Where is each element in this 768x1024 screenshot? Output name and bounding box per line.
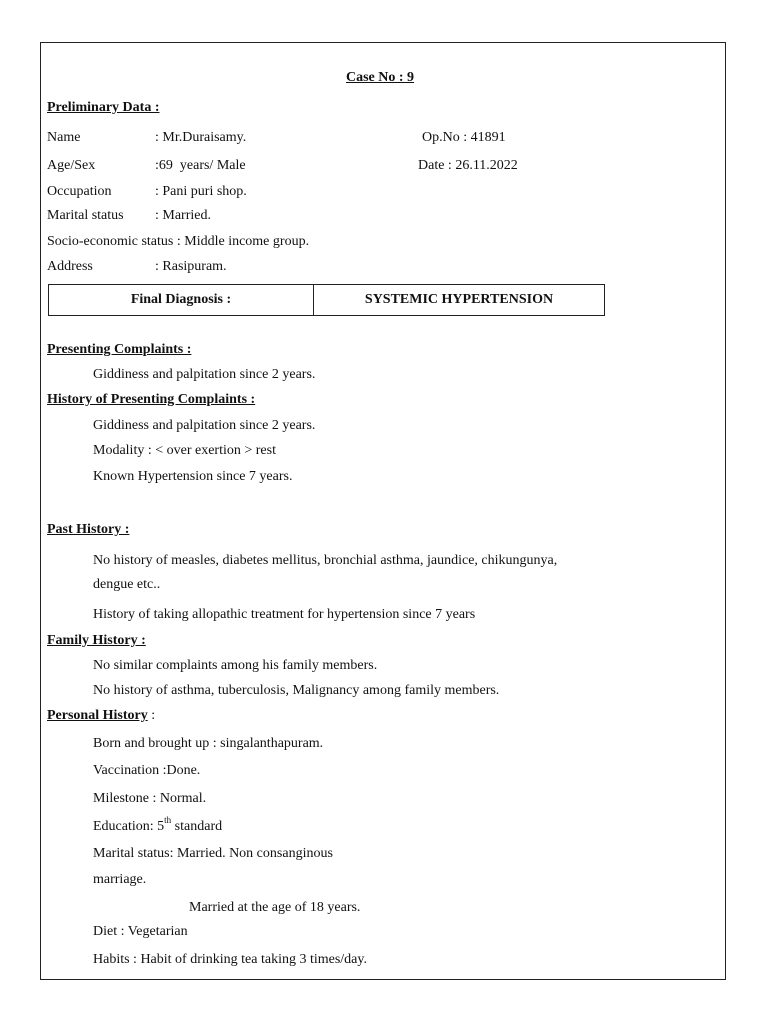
history-presenting-line: Giddiness and palpitation since 2 years. <box>93 418 316 433</box>
past-history-line: No history of measles, diabetes mellitus, bronchial asthma, jaundice, chikungunya, <box>93 553 558 568</box>
family-history-line: No history of asthma, tuberculosis, Malignancy among family members. <box>93 683 500 698</box>
final-diagnosis-label: Final Diagnosis : <box>49 285 314 316</box>
address-label: Address <box>47 259 93 274</box>
education-suffix: standard <box>171 819 223 834</box>
address-value: : Rasipuram. <box>155 259 227 274</box>
marriage-line: marriage. <box>93 872 147 887</box>
milestone-line: Milestone : Normal. <box>93 791 207 806</box>
personal-history-heading: Personal History <box>47 708 148 723</box>
occupation-value: : Pani puri shop. <box>155 184 247 199</box>
op-number: Op.No : 41891 <box>422 130 506 145</box>
socio-economic-status: Socio-economic status : Middle income group. <box>47 234 310 249</box>
final-diagnosis-value: SYSTEMIC HYPERTENSION <box>314 285 605 316</box>
marital-status-value: : Married. <box>155 208 211 223</box>
name-value: : Mr.Duraisamy. <box>155 130 247 145</box>
education-prefix: Education: 5 <box>93 819 165 834</box>
past-history-heading: Past History : <box>47 522 130 537</box>
occupation-label: Occupation <box>47 184 112 199</box>
family-history-heading: Family History : <box>47 633 146 648</box>
presenting-complaints-text: Giddiness and palpitation since 2 years. <box>93 367 316 382</box>
vaccination-line: Vaccination :Done. <box>93 763 201 778</box>
known-hypertension-line: Known Hypertension since 7 years. <box>93 469 293 484</box>
education-superscript: th <box>164 815 172 826</box>
name-label: Name <box>47 130 81 145</box>
case-title: Case No : 9 <box>346 70 415 85</box>
history-presenting-heading: History of Presenting Complaints : <box>47 392 256 407</box>
education-line <box>93 815 223 835</box>
past-history-line: dengue etc.. <box>93 577 161 592</box>
final-diagnosis-table <box>48 284 605 316</box>
marital-status-label: Marital status <box>47 208 124 223</box>
presenting-complaints-heading: Presenting Complaints : <box>47 342 192 357</box>
married-age-line: Married at the age of 18 years. <box>189 900 361 915</box>
age-sex-value: :69 years/ Male <box>155 158 246 173</box>
born-line: Born and brought up : singalanthapuram. <box>93 736 324 751</box>
diet-line: Diet : Vegetarian <box>93 924 188 939</box>
date: Date : 26.11.2022 <box>418 158 518 173</box>
marital-status-line: Marital status: Married. Non consanginous <box>93 846 333 861</box>
personal-history-heading-row <box>47 708 155 724</box>
age-sex-label: Age/Sex <box>47 158 96 173</box>
page-border <box>40 42 726 980</box>
personal-history-colon: : <box>147 708 156 723</box>
family-history-line: No similar complaints among his family members. <box>93 658 378 673</box>
past-history-line: History of taking allopathic treatment for hypertension since 7 years <box>93 607 476 622</box>
modality-line: Modality : < over exertion > rest <box>93 443 276 458</box>
habits-line: Habits : Habit of drinking tea taking 3 times/day. <box>93 952 367 967</box>
preliminary-data-heading: Preliminary Data : <box>47 100 160 115</box>
